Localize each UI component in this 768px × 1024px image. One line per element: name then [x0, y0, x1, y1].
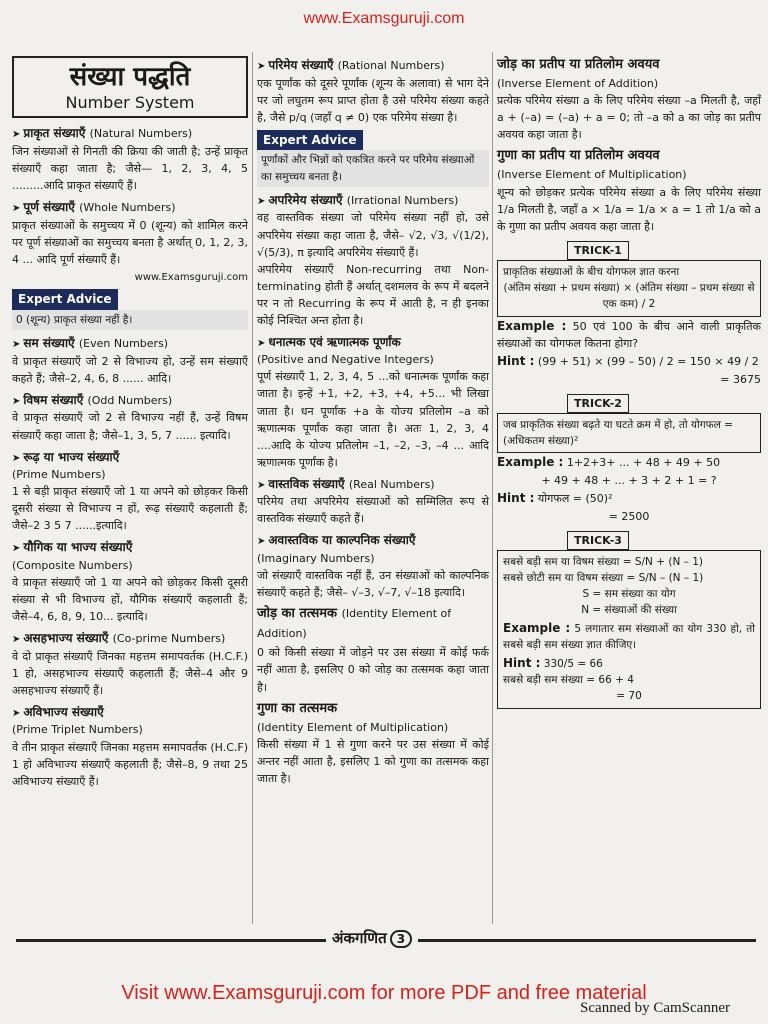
section-text: वह वास्तविक संख्या जो परिमेय संख्या नहीं हो, उसे अपरिमेय संख्या कहा जाता है, जैसे– √2, √3, √(1/2), √(5/3), π इत्यादि अपरिमेय संख्याएँ हैं।: [257, 211, 489, 259]
section-heading: ➤ यौगिक या भाज्य संख्याएँ: [12, 540, 133, 555]
arrow-icon: ➤: [257, 536, 266, 548]
promo-link[interactable]: Visit www.Examsguruji.com for more PDF and free material: [121, 982, 647, 1004]
section-heading: ➤ अपरिमेय संख्याएँ (Irrational Numbers): [257, 192, 459, 207]
section-text: वे प्राकृत संख्याएँ जो 2 से विभाज्य नहीं हैं, उन्हें विषम संख्याएँ कहा जाता है; जैसे–1, 3, 5, 7 ...... इत्यादि।: [12, 411, 248, 442]
section-text: पूर्ण संख्याएँ 1, 2, 3, 4, 5 ...को धनात्मक पूर्णांक कहा जाता है। इन्हें +1, +2, +3, +4, +5... भी लिखा जाता है। धन पूर्णांक +a के योज्य प्रतिलोम –a को ऋणात्मक पूर्णांक कहा जाता है। अतः 1, 2, 3, 4 ....आदि के योज्य प्रतिलोम –1, –2, –3, –4 ... आदि ऋणात्मक पूर्णांक है।: [257, 370, 489, 469]
arrow-icon: ➤: [12, 339, 21, 351]
trick-text: N = संख्याओं की संख्या: [581, 604, 677, 617]
section-text: 0 को किसी संख्या में जोड़ने पर उस संख्या में कोई फर्क नहीं आता है, इसलिए 0 को जोड़ का तत्समक कहा जाता है।: [257, 646, 489, 694]
column-1: [12, 52, 248, 924]
arrow-icon: ➤: [12, 395, 21, 407]
section-text: शून्य को छोड़कर प्रत्येक परिमेय संख्या a के लिए परिमेय संख्या 1/a मिलती है, जहाँ a × 1/a = 1/a × a = 1 तो 1/a को a के गुणा का प्रतीप अवयव कहा जाता है।: [497, 185, 761, 233]
section-heading: ➤ रूढ़ या भाज्य संख्याएँ: [12, 449, 120, 464]
trick-formula: (अंतिम संख्या + प्रथम संख्या) × (अंतिम संख्या – प्रथम संख्या से एक कम) / 2: [503, 281, 755, 311]
arrow-icon: ➤: [257, 337, 266, 349]
chapter-title-english: Number System: [65, 93, 195, 113]
hint-text: (99 + 51) × (99 – 50) / 2 = 150 × 49 / 2: [537, 355, 759, 369]
arrow-icon: ➤: [257, 479, 266, 491]
example-label: Example :: [497, 318, 567, 333]
hint-label: Hint :: [497, 354, 535, 369]
section-subheading: (Identity Element of Multiplication): [257, 720, 449, 734]
footer-subject: अंकगणित 3: [326, 928, 418, 948]
section-text: 1 से बड़ी प्राकृत संख्याएँ जो 1 या अपने को छोड़कर किसी दूसरी संख्या से विभाज्य न हों, रूढ़ संख्याएँ कहलाती हैं; जैसे–2 3 5 7 ......इत्यादि।: [12, 485, 248, 533]
section-heading: गुणा का प्रतीप या प्रतिलोम अवयव: [497, 148, 660, 164]
example-text: 1+2+3+ ... + 48 + 49 + 50: [566, 456, 721, 470]
hint-label: Hint :: [497, 491, 535, 505]
expert-advice-text: 0 (शून्य) प्राकृत संख्या नहीं है।: [12, 310, 248, 330]
header-url[interactable]: www.Examsguruji.com: [303, 10, 465, 27]
section-subheading: (Imaginary Numbers): [257, 551, 375, 565]
section-subheading: (Inverse Element of Multiplication): [497, 168, 687, 182]
section-text: अपरिमेय संख्याएँ Non-recurring तथा Non-terminating होती हैं अर्थात् दशमलव के रूप में बदलने पर न तो Recurring के रूप में आती है, न ही इनका कोई निश्चित अन्त होता है।: [257, 262, 489, 327]
arrow-icon: ➤: [257, 61, 266, 72]
section-text: प्रत्येक परिमेय संख्या a के लिए परिमेय संख्या –a मिलती है, जहाँ a + (–a) = (–a) + a = 0; तो –a को a का जोड़ का प्रतीप अवयव कहा जाता है।: [497, 94, 761, 142]
trick-label: TRICK-1: [567, 241, 629, 260]
arrow-icon: ➤: [12, 452, 21, 464]
arrow-icon: ➤: [12, 203, 21, 215]
trick-text: सबसे बड़ी सम या विषम संख्या = S/N + (N – 1): [503, 555, 704, 568]
section-text: किसी संख्या में 1 से गुणा करने पर उस संख्या में कोई अन्तर नहीं आता है, इसलिए 1 को गुणा का तत्समक कहा जाता है।: [257, 737, 489, 785]
example-text: 5 लगातार सम संख्याओं का योग 330 हो, तो सबसे बड़ी सम संख्या ज्ञात कीजिए।: [503, 622, 755, 652]
section-heading: ➤ अविभाज्य संख्याएँ: [12, 704, 104, 719]
section-heading: ➤ धनात्मक एवं ऋणात्मक पूर्णांक: [257, 334, 401, 349]
example-text: 50 एवं 100 के बीच आने वाली प्राकृतिक संख्याओं का योगफल कितना होगा?: [497, 319, 761, 351]
section-subheading: (Prime Triplet Numbers): [12, 723, 143, 737]
section-text: वे तीन प्राकृत संख्याएँ जिनका महत्तम समापवर्तक (H.C.F) 1 हो अविभाज्य संख्याएँ कहलाती हैं; जैसे–8, 9 तथा 25 अविभाज्य संख्याएँ हैं।: [12, 740, 248, 788]
trick-box: [497, 550, 761, 709]
section-heading: ➤ विषम संख्याएँ (Odd Numbers): [12, 392, 173, 407]
answer-text: = 2500: [608, 509, 650, 523]
section-heading: गुणा का तत्समक: [257, 700, 338, 716]
hint-text: 330/5 = 66: [543, 657, 603, 670]
section-heading: ➤ असहभाज्य संख्याएँ (Co-prime Numbers): [12, 631, 226, 646]
section-heading: ➤ पूर्ण संख्याएँ (Whole Numbers): [12, 200, 176, 215]
section-text: जिन संख्याओं से गिनती की क्रिया की जाती है; उन्हें प्राकृत संख्याएँ कहा जाता है; जैसे— 1, 2, 3, 4, 5 .........आदि प्राकृत संख्याएँ हैं।: [12, 144, 248, 193]
section-text: एक पूर्णांक को दूसरे पूर्णांक (शून्य के अलावा) से भाग देने पर जो लघुतम रूप प्राप्त होता है उसे परिमेय संख्या कहते है, जैसे p/q (जहाँ q ≠ 0) एक परिमेय संख्या है।: [257, 76, 489, 124]
trick-text: S = सम संख्या का योग: [582, 588, 676, 601]
section-subheading: (Positive and Negative Integers): [257, 353, 434, 367]
section-text: वे प्राकृत संख्याएँ जो 1 या अपने को छोड़कर किसी दूसरी संख्या से भी विभाज्य हों, यौगिक संख्याएँ कहलाती हैं; जैसे–4, 6, 8, 9, 10... इत्यादि।: [12, 576, 248, 624]
column-3: [492, 52, 761, 924]
footer-bar: [16, 930, 756, 948]
section-subheading: (Prime Numbers): [12, 468, 106, 482]
answer-text: = 3675: [720, 372, 761, 386]
trick-box: [497, 260, 761, 317]
arrow-icon: ➤: [12, 129, 21, 141]
trick-text: जब प्राकृतिक संख्या बढ़ते या घटते क्रम में हो, तो योगफल = (अधिकतम संख्या)²: [503, 418, 733, 448]
expert-advice-text: पूर्णांकों और भिन्नों को एकत्रित करने पर परिमेय संख्याओं का समुच्चय बनता है।: [257, 150, 489, 187]
chapter-title-hindi: संख्या पद्धति: [69, 62, 191, 92]
example-text: + 49 + 48 + ... + 3 + 2 + 1 = ?: [541, 473, 717, 487]
arrow-icon: ➤: [12, 707, 21, 719]
section-subheading: (Inverse Element of Addition): [497, 77, 659, 91]
section-text: प्राकृत संख्याओं के समुच्चय में 0 (शून्य) को शामिल करने पर पूर्ण संख्याओं का समुच्चय बनता है अर्थात् 0, 1, 2, 3, 4 ... आदि पूर्ण संख्याएँ हैं।: [12, 218, 248, 266]
hint-label: Hint :: [503, 655, 541, 670]
section-text: वे दो प्राकृत संख्याएँ जिनका महत्तम समापवर्तक (H.C.F.) 1 हो, असहभाज्य संख्याएँ कहलाती हैं; जैसे–4 और 9 असहभाज्य संख्याएँ हैं।: [12, 649, 248, 697]
expert-advice-label: Expert Advice: [12, 289, 118, 310]
example-label: Example :: [497, 455, 564, 470]
section-heading: जोड़ का तत्समक (Identity Element of Addition): [257, 606, 452, 641]
section-heading: ➤ प्राकृत संख्याएँ (Natural Numbers): [12, 126, 193, 141]
section-heading: जोड़ का प्रतीप या प्रतिलोम अवयव: [497, 57, 660, 72]
page-number: 3: [390, 930, 412, 948]
section-text: वे प्राकृत संख्याएँ जो 2 से विभाज्य हो, उन्हें सम संख्याएँ कहते हैं; जैसे–2, 4, 6, 8 ...... आदि।: [12, 354, 248, 385]
answer-text: = 70: [616, 690, 642, 703]
arrow-icon: ➤: [12, 543, 21, 555]
arrow-icon: ➤: [12, 634, 21, 646]
chapter-title-box: [12, 56, 248, 118]
section-heading: ➤ सम संख्याएँ (Even Numbers): [12, 336, 169, 351]
section-heading: ➤ अवास्तविक या काल्पनिक संख्याएँ: [257, 533, 416, 548]
arrow-icon: ➤: [257, 195, 266, 207]
section-subheading: (Composite Numbers): [12, 558, 133, 572]
section-heading: ➤ वास्तविक संख्याएँ (Real Numbers): [257, 476, 435, 491]
trick-label: TRICK-2: [567, 394, 629, 413]
section-text: परिमेय तथा अपरिमेय संख्याओं को सम्मिलित रूप से वास्तविक संख्याएँ कहते हैं।: [257, 495, 489, 526]
section-text: जो संख्याएँ वास्तविक नहीं हैं, उन संख्याओं को काल्पनिक संख्याएँ कहते हैं; जैसे– √–3, √–7, √–18 इत्यादि।: [257, 569, 489, 600]
example-label: Example :: [503, 620, 571, 635]
trick-label: TRICK-3: [567, 531, 629, 550]
trick-box: [497, 413, 761, 454]
trick-text: प्राकृतिक संख्याओं के बीच योगफल ज्ञात करना: [503, 265, 680, 278]
answer-text: सबसे बड़ी सम संख्या = 66 + 4: [503, 674, 634, 687]
section-heading: ➤ परिमेय संख्याएँ (Rational Numbers): [257, 58, 445, 72]
scanner-credit: Scanned by CamScanner: [580, 1000, 730, 1016]
column-2: [252, 52, 489, 924]
trick-text: सबसे छोटी सम या विषम संख्या = S/N – (N – 1): [503, 571, 704, 584]
watermark-url: www.Examsguruji.com: [134, 271, 248, 283]
hint-text: योगफल = (50)²: [537, 492, 613, 505]
expert-advice-label: Expert Advice: [257, 130, 363, 151]
